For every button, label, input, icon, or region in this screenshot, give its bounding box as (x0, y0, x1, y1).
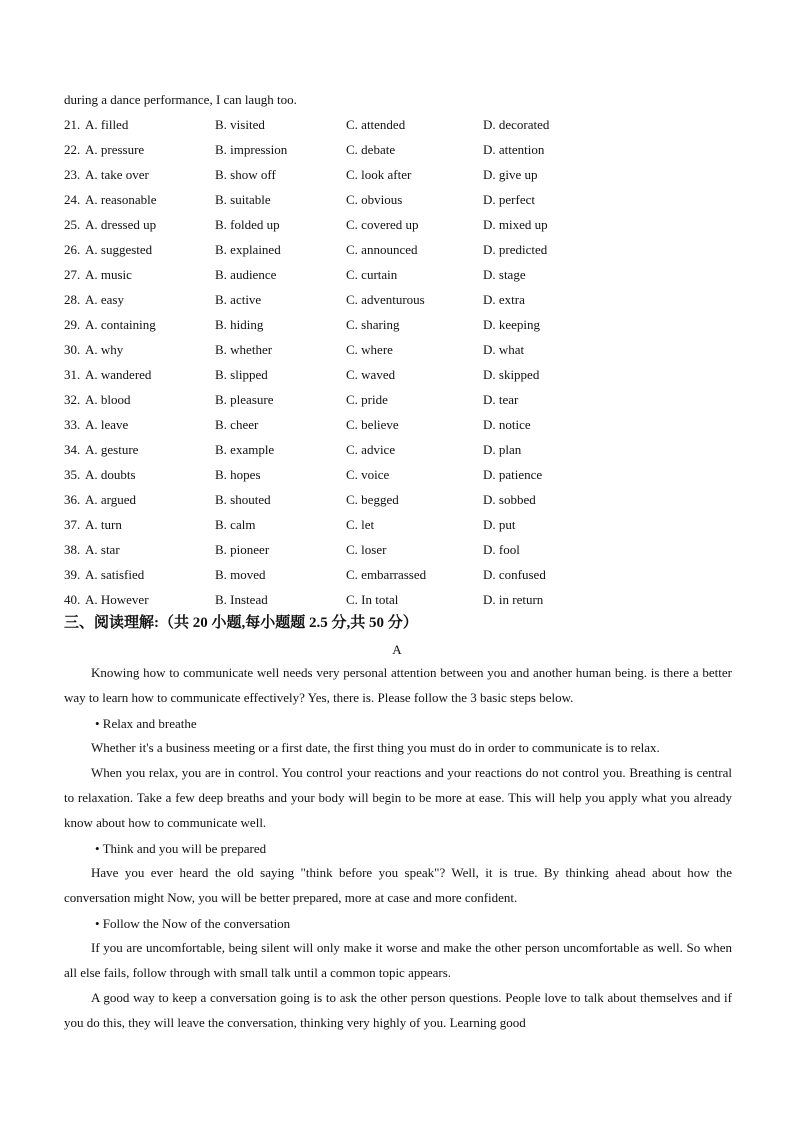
question-number: 31. (64, 367, 81, 382)
question-number: 24. (64, 192, 81, 207)
option-a: A. doubts (85, 467, 136, 482)
option-b: B. pioneer (215, 542, 270, 557)
question-number: 23. (64, 167, 81, 182)
question-number: 26. (64, 242, 81, 257)
option-d: D. skipped (483, 367, 540, 382)
option-b: B. moved (215, 567, 266, 582)
option-a: A. reasonable (85, 192, 157, 207)
question-number: 29. (64, 317, 81, 332)
option-d: D. attention (483, 142, 545, 157)
option-a: A. why (85, 342, 124, 357)
question-number: 30. (64, 342, 81, 357)
option-b: B. show off (215, 167, 276, 182)
option-a: A. music (85, 267, 132, 282)
option-b: B. Instead (215, 592, 268, 607)
option-c: C. waved (346, 367, 396, 382)
option-c: C. sharing (346, 317, 400, 332)
option-d: D. what (483, 342, 525, 357)
option-d: D. in return (483, 592, 544, 607)
option-c: C. loser (346, 542, 387, 557)
passage-title: A (392, 642, 402, 657)
option-c: C. obvious (346, 192, 403, 207)
option-c: C. begged (346, 492, 399, 507)
option-a: A. take over (85, 167, 149, 182)
option-b: B. cheer (215, 417, 259, 432)
option-b: B. slipped (215, 367, 268, 382)
option-c: C. debate (346, 142, 396, 157)
option-d: D. perfect (483, 192, 535, 207)
option-c: C. In total (346, 592, 399, 607)
option-d: D. mixed up (483, 217, 548, 232)
option-b: B. active (215, 292, 262, 307)
section-heading: 三、阅读理解:（共 20 小题,每小题题 2.5 分,共 50 分） (64, 615, 418, 631)
question-number: 32. (64, 392, 81, 407)
bullet-think-prepared: • Think and you will be prepared (95, 841, 267, 856)
question-number: 35. (64, 467, 81, 482)
option-b: B. suitable (215, 192, 271, 207)
option-c: C. adventurous (346, 292, 425, 307)
question-number: 36. (64, 492, 81, 507)
option-a: A. containing (85, 317, 156, 332)
option-d: D. sobbed (483, 492, 536, 507)
option-a: A. leave (85, 417, 129, 432)
option-b: B. hiding (215, 317, 264, 332)
option-a: A. dressed up (85, 217, 157, 232)
question-number: 33. (64, 417, 81, 432)
paragraph-3: When you relax, you are in control. You control your reactions and your reactions do not control you. Breathing is central to relaxation. Take a few deep breaths and your body will begin to be more at ease. This will help you apply what you already know about how to communicate well. (64, 765, 732, 830)
option-d: D. confused (483, 567, 546, 582)
question-number: 25. (64, 217, 81, 232)
option-a: A. pressure (85, 142, 145, 157)
paragraph-1: Knowing how to communicate well needs very personal attention between you and another human being. is there a better way to learn how to communicate effectively? Yes, there is. Please follow the 3 basic steps below. (64, 665, 732, 705)
option-b: B. pleasure (215, 392, 274, 407)
question-number: 38. (64, 542, 81, 557)
option-a: A. However (85, 592, 149, 607)
paragraph-2: Whether it's a business meeting or a first date, the first thing you must do in order to communicate is to relax. (91, 740, 660, 755)
option-b: B. whether (215, 342, 273, 357)
option-a: A. blood (85, 392, 131, 407)
option-a: A. argued (85, 492, 137, 507)
option-d: D. put (483, 517, 516, 532)
option-d: D. keeping (483, 317, 541, 332)
bullet-relax-breathe: • Relax and breathe (95, 716, 197, 731)
option-d: D. notice (483, 417, 531, 432)
option-d: D. extra (483, 292, 525, 307)
option-b: B. folded up (215, 217, 280, 232)
option-a: A. satisfied (85, 567, 145, 582)
option-c: C. attended (346, 117, 406, 132)
option-b: B. explained (215, 242, 281, 257)
option-c: C. curtain (346, 267, 398, 282)
question-number: 39. (64, 567, 81, 582)
option-c: C. voice (346, 467, 390, 482)
option-a: A. turn (85, 517, 122, 532)
option-c: C. believe (346, 417, 399, 432)
question-number: 28. (64, 292, 81, 307)
intro-line: during a dance performance, I can laugh too. (64, 92, 297, 107)
option-d: D. predicted (483, 242, 548, 257)
option-c: C. embarrassed (346, 567, 427, 582)
option-b: B. calm (215, 517, 256, 532)
option-c: C. advice (346, 442, 396, 457)
option-c: C. covered up (346, 217, 419, 232)
bullet-follow-conversation: • Follow the Now of the conversation (95, 916, 291, 931)
question-number: 37. (64, 517, 81, 532)
option-a: A. filled (85, 117, 129, 132)
question-number: 34. (64, 442, 81, 457)
option-a: A. wandered (85, 367, 152, 382)
question-number: 22. (64, 142, 81, 157)
option-c: C. look after (346, 167, 412, 182)
option-b: B. shouted (215, 492, 271, 507)
paragraph-6: A good way to keep a conversation going is to ask the other person questions. People love to talk about themselves and if you do this, they will leave the conversation, thinking very highly of you. Learning good (64, 990, 732, 1030)
paragraph-4: Have you ever heard the old saying "think before you speak"? Well, it is true. By thinking ahead about how the conversation might Now, you will be better prepared, more at case and more confident. (64, 865, 732, 905)
option-a: A. easy (85, 292, 124, 307)
paragraph-5: If you are uncomfortable, being silent will only make it worse and make the other person uncomfortable as well. So when all else fails, follow through with small talk until a common topic appears. (64, 940, 732, 980)
option-d: D. plan (483, 442, 522, 457)
question-number: 27. (64, 267, 81, 282)
option-c: C. pride (346, 392, 388, 407)
option-d: D. decorated (483, 117, 550, 132)
question-number: 21. (64, 117, 81, 132)
option-d: D. give up (483, 167, 538, 182)
option-b: B. example (215, 442, 275, 457)
option-c: C. let (346, 517, 375, 532)
option-d: D. patience (483, 467, 543, 482)
option-c: C. announced (346, 242, 418, 257)
option-b: B. impression (215, 142, 288, 157)
option-d: D. fool (483, 542, 520, 557)
option-a: A. suggested (85, 242, 153, 257)
question-number: 40. (64, 592, 81, 607)
option-b: B. audience (215, 267, 277, 282)
option-c: C. where (346, 342, 393, 357)
option-d: D. stage (483, 267, 526, 282)
option-a: A. gesture (85, 442, 139, 457)
option-b: B. hopes (215, 467, 261, 482)
option-a: A. star (85, 542, 120, 557)
option-d: D. tear (483, 392, 519, 407)
option-b: B. visited (215, 117, 265, 132)
